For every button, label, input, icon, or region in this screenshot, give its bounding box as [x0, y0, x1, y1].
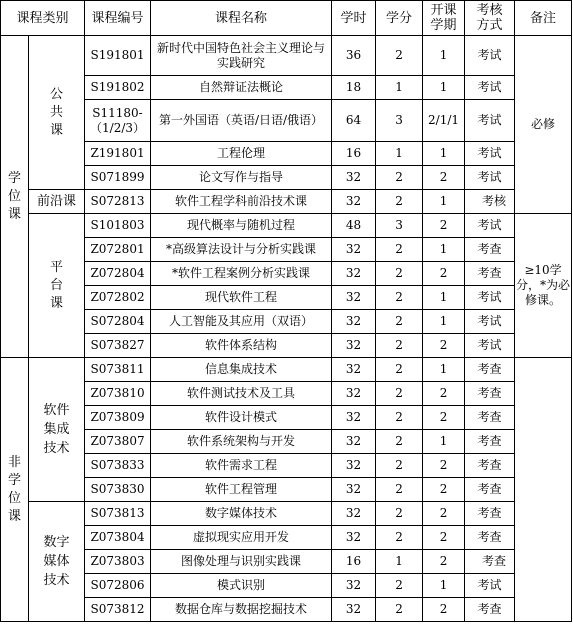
course-semester: 1 [423, 36, 465, 76]
course-credits: 2 [376, 598, 423, 622]
course-name: *软件工程案例分析实践课 [151, 262, 332, 286]
course-semester: 1 [423, 286, 465, 310]
course-hours: 32 [332, 406, 376, 430]
group-software-eng [29, 358, 85, 502]
course-assessment: 考查 [465, 358, 515, 382]
course-credits: 2 [376, 526, 423, 550]
course-credits: 2 [376, 574, 423, 598]
course-assessment: 考查 [465, 382, 515, 406]
header-credits: 学分 [376, 1, 423, 36]
course-credits: 2 [376, 406, 423, 430]
course-assessment: 考查 [465, 430, 515, 454]
course-code: S073813 [85, 502, 151, 526]
header-name: 课程名称 [151, 1, 332, 36]
table-row [1, 358, 572, 382]
course-code: Z073807 [85, 430, 151, 454]
course-code: Z072802 [85, 286, 151, 310]
course-credits: 1 [376, 550, 423, 574]
remark-empty [515, 358, 572, 622]
course-hours: 32 [332, 430, 376, 454]
course-credits: 2 [376, 382, 423, 406]
course-name: 现代概率与随机过程 [151, 214, 332, 238]
table-row [1, 526, 572, 550]
course-hours: 32 [332, 166, 376, 190]
course-name: 软件工程管理 [151, 478, 332, 502]
course-semester: 2 [423, 382, 465, 406]
course-hours: 16 [332, 550, 376, 574]
course-code: Z073803 [85, 550, 151, 574]
course-assessment: 考查 [465, 598, 515, 622]
course-name: 软件需求工程 [151, 454, 332, 478]
course-hours: 64 [332, 100, 376, 142]
table-row [1, 478, 572, 502]
course-hours: 32 [332, 334, 376, 358]
course-credits: 3 [376, 214, 423, 238]
course-code: S073827 [85, 334, 151, 358]
course-credits: 2 [376, 454, 423, 478]
course-credits: 2 [376, 190, 423, 214]
course-assessment: 考试 [465, 286, 515, 310]
course-code: S191801 [85, 36, 151, 76]
course-code: S073833 [85, 454, 151, 478]
course-assessment: 考查 [465, 262, 515, 286]
group-digital-media [29, 502, 85, 622]
course-code: Z073809 [85, 406, 151, 430]
group-frontier: 前沿课 [29, 190, 85, 214]
course-name: 信息集成技术 [151, 358, 332, 382]
course-semester: 1 [423, 76, 465, 100]
course-semester: 2 [423, 166, 465, 190]
header-code: 课程编号 [85, 1, 151, 36]
course-semester: 1 [423, 310, 465, 334]
course-semester: 2/1/1 [423, 100, 465, 142]
course-assessment: 考查 [465, 406, 515, 430]
course-assessment: 考试 [465, 214, 515, 238]
course-semester: 1 [423, 574, 465, 598]
table-row [1, 430, 572, 454]
course-code: S101803 [85, 214, 151, 238]
course-code: S073811 [85, 358, 151, 382]
remark-platform: ≥10学分，*为必修课。 [515, 214, 572, 358]
header-category: 课程类别 [1, 1, 85, 36]
course-name: 新时代中国特色社会主义理论与实践研究 [151, 36, 332, 76]
table-row [1, 286, 572, 310]
course-hours: 32 [332, 238, 376, 262]
course-semester: 2 [423, 598, 465, 622]
course-credits: 2 [376, 262, 423, 286]
course-name: 软件设计模式 [151, 406, 332, 430]
table-row [1, 36, 572, 76]
table-row [1, 238, 572, 262]
course-hours: 32 [332, 310, 376, 334]
course-assessment: 考查 [465, 454, 515, 478]
course-hours: 32 [332, 286, 376, 310]
group-platform-label: 平台课 [49, 259, 63, 311]
course-credits: 2 [376, 478, 423, 502]
course-credits: 2 [376, 334, 423, 358]
course-hours: 32 [332, 598, 376, 622]
group-nondegree [1, 358, 29, 622]
course-name: 软件测试技术及工具 [151, 382, 332, 406]
course-credits: 2 [376, 238, 423, 262]
course-name: 工程伦理 [151, 142, 332, 166]
course-semester: 1 [423, 190, 465, 214]
course-name: 自然辩证法概论 [151, 76, 332, 100]
course-hours: 16 [332, 142, 376, 166]
course-hours: 32 [332, 478, 376, 502]
course-code: S071899 [85, 166, 151, 190]
course-semester: 2 [423, 454, 465, 478]
group-software-eng-label: 软件集成技术 [43, 403, 70, 456]
course-semester: 2 [423, 550, 465, 574]
course-hours: 32 [332, 574, 376, 598]
course-assessment: 考查 [465, 478, 515, 502]
course-assessment: 考试 [465, 334, 515, 358]
course-assessment: 考查 [465, 502, 515, 526]
course-credits: 2 [376, 358, 423, 382]
course-hours: 32 [332, 454, 376, 478]
course-hours: 36 [332, 36, 376, 76]
group-public-label: 公共课 [49, 86, 63, 138]
course-assessment: 考试 [465, 574, 515, 598]
course-semester: 2 [423, 334, 465, 358]
course-code: S072804 [85, 310, 151, 334]
course-credits: 2 [376, 502, 423, 526]
group-degree [1, 36, 29, 358]
course-name: 论文写作与指导 [151, 166, 332, 190]
course-semester: 1 [423, 430, 465, 454]
table-row [1, 598, 572, 622]
course-code: S072806 [85, 574, 151, 598]
course-name: 现代软件工程 [151, 286, 332, 310]
course-credits: 2 [376, 36, 423, 76]
course-assessment: 考试 [465, 310, 515, 334]
course-code: Z191801 [85, 142, 151, 166]
course-credits: 1 [376, 76, 423, 100]
course-assessment: 考查 [465, 526, 515, 550]
course-semester: 2 [423, 526, 465, 550]
table-row [1, 382, 572, 406]
course-semester: 2 [423, 478, 465, 502]
course-assessment: 考试 [465, 100, 515, 142]
course-hours: 32 [332, 262, 376, 286]
table-row [1, 310, 572, 334]
table-row [1, 574, 572, 598]
course-assessment: 考查 [465, 550, 515, 574]
group-degree-label: 学位课 [7, 170, 21, 222]
course-name: 图像处理与识别实践课 [151, 550, 332, 574]
table-row [1, 76, 572, 100]
course-hours: 32 [332, 190, 376, 214]
course-semester: 1 [423, 238, 465, 262]
course-name: 数据仓库与数据挖掘技术 [151, 598, 332, 622]
group-digital-media-label: 数字媒体技术 [43, 535, 70, 588]
course-semester: 2 [423, 502, 465, 526]
course-name: 人工智能及其应用（双语） [151, 310, 332, 334]
course-assessment: 考核 [465, 190, 515, 214]
course-hours: 32 [332, 526, 376, 550]
course-name: 软件体系结构 [151, 334, 332, 358]
course-credits: 2 [376, 310, 423, 334]
course-assessment: 考查 [465, 238, 515, 262]
course-semester: 1 [423, 358, 465, 382]
table-row [1, 334, 572, 358]
course-hours: 32 [332, 502, 376, 526]
group-nondegree-label: 非学位课 [7, 454, 21, 524]
header-semester: 开课 学期 [423, 1, 465, 36]
course-code: S11180-（1/2/3） [85, 100, 151, 142]
header-row [1, 1, 572, 36]
table-row [1, 190, 572, 214]
table-row [1, 550, 572, 574]
course-credits: 2 [376, 286, 423, 310]
course-hours: 32 [332, 358, 376, 382]
group-platform [29, 214, 85, 358]
course-assessment: 考试 [465, 166, 515, 190]
course-assessment: 考试 [465, 142, 515, 166]
course-code: S073812 [85, 598, 151, 622]
table-row [1, 406, 572, 430]
course-hours: 32 [332, 382, 376, 406]
course-credits: 2 [376, 166, 423, 190]
table-row [1, 100, 572, 142]
course-credits: 3 [376, 100, 423, 142]
course-code: S072813 [85, 190, 151, 214]
course-assessment: 考试 [465, 36, 515, 76]
group-public [29, 36, 85, 190]
course-name: 第一外国语（英语/日语/俄语） [151, 100, 332, 142]
course-name: 模式识别 [151, 574, 332, 598]
course-semester: 2 [423, 214, 465, 238]
course-code: S073830 [85, 478, 151, 502]
course-code: Z073810 [85, 382, 151, 406]
course-code: S191802 [85, 76, 151, 100]
course-semester: 2 [423, 262, 465, 286]
course-name: *高级算法设计与分析实践课 [151, 238, 332, 262]
course-name: 软件工程学科前沿技术课 [151, 190, 332, 214]
course-hours: 48 [332, 214, 376, 238]
course-name: 虚拟现实应用开发 [151, 526, 332, 550]
table-row [1, 454, 572, 478]
course-code: Z072804 [85, 262, 151, 286]
course-credits: 1 [376, 142, 423, 166]
header-assessment: 考核 方式 [465, 1, 515, 36]
header-hours: 学时 [332, 1, 376, 36]
table-row [1, 214, 572, 238]
course-assessment: 考试 [465, 76, 515, 100]
course-semester: 2 [423, 406, 465, 430]
course-hours: 18 [332, 76, 376, 100]
table-row [1, 166, 572, 190]
table-row [1, 142, 572, 166]
course-semester: 1 [423, 142, 465, 166]
header-remarks: 备注 [515, 1, 572, 36]
remark-required: 必修 [515, 36, 572, 214]
table-row [1, 262, 572, 286]
table-row [1, 502, 572, 526]
course-name: 数字媒体技术 [151, 502, 332, 526]
course-code: Z073804 [85, 526, 151, 550]
course-name: 软件系统架构与开发 [151, 430, 332, 454]
course-credits: 2 [376, 430, 423, 454]
course-code: Z072801 [85, 238, 151, 262]
